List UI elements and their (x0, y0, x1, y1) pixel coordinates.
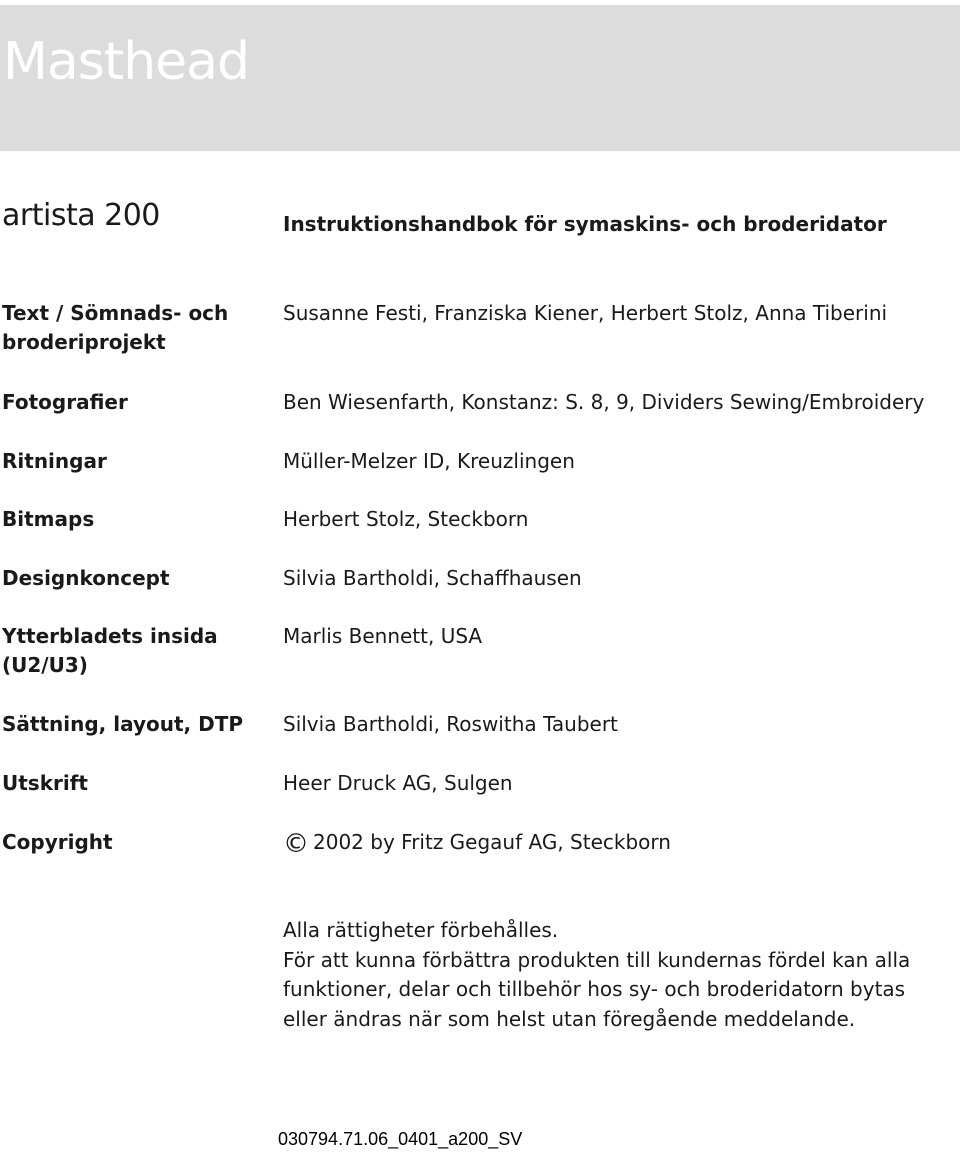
rights-line: För att kunna förbättra produkten till kundernas fördel kan alla (283, 947, 911, 972)
credit-value-photos: Ben Wiesenfarth, Konstanz: S. 8, 9, Dividers Sewing/Embroidery (283, 390, 925, 414)
credit-label-bitmaps: Bitmaps (2, 507, 95, 531)
credit-label-cover: Ytterbladets insida (U2/U3) (2, 624, 218, 677)
credit-value-text: Susanne Festi, Franziska Kiener, Herbert Stolz, Anna Tiberini (283, 301, 888, 325)
product-name: artista 200 (2, 198, 160, 233)
page-title: Masthead (3, 32, 250, 92)
rights-notice (283, 916, 953, 1034)
copyright-icon: © (283, 829, 309, 859)
rights-line: Alla rättigheter förbehålles. (283, 918, 559, 942)
credit-label-design: Designkoncept (2, 566, 170, 590)
credit-value-drawings: Müller-Melzer ID, Kreuzlingen (283, 449, 575, 473)
credit-label-print: Utskrift (2, 771, 88, 795)
credit-label-photos: Fotografier (2, 390, 128, 414)
rights-line: funktioner, delar och tillbehör hos sy- och broderidatorn bytas (283, 977, 906, 1001)
copyright-text: 2002 by Fritz Gegauf AG, Steckborn (313, 830, 671, 854)
document-code: 030794.71.06_0401_a200_SV (278, 1129, 523, 1149)
credit-value-copyright (283, 828, 953, 857)
credit-value-design: Silvia Bartholdi, Schaffhausen (283, 566, 582, 590)
credit-label-text: Text / Sömnads- och broderiprojekt (2, 301, 229, 354)
credit-label-drawings: Ritningar (2, 449, 107, 473)
credit-value-layout: Silvia Bartholdi, Roswitha Taubert (283, 712, 618, 736)
credit-value-print: Heer Druck AG, Sulgen (283, 771, 513, 795)
credit-value-bitmaps: Herbert Stolz, Steckborn (283, 507, 529, 531)
rights-line: eller ändras när som helst utan föregående meddelande. (283, 1006, 856, 1031)
credit-label-copyright: Copyright (2, 830, 113, 854)
credit-label-layout: Sättning, layout, DTP (2, 712, 244, 736)
credit-value-cover: Marlis Bennett, USA (283, 624, 483, 648)
product-subtitle: Instruktionshandbok för symaskins- och broderidator (283, 212, 887, 236)
